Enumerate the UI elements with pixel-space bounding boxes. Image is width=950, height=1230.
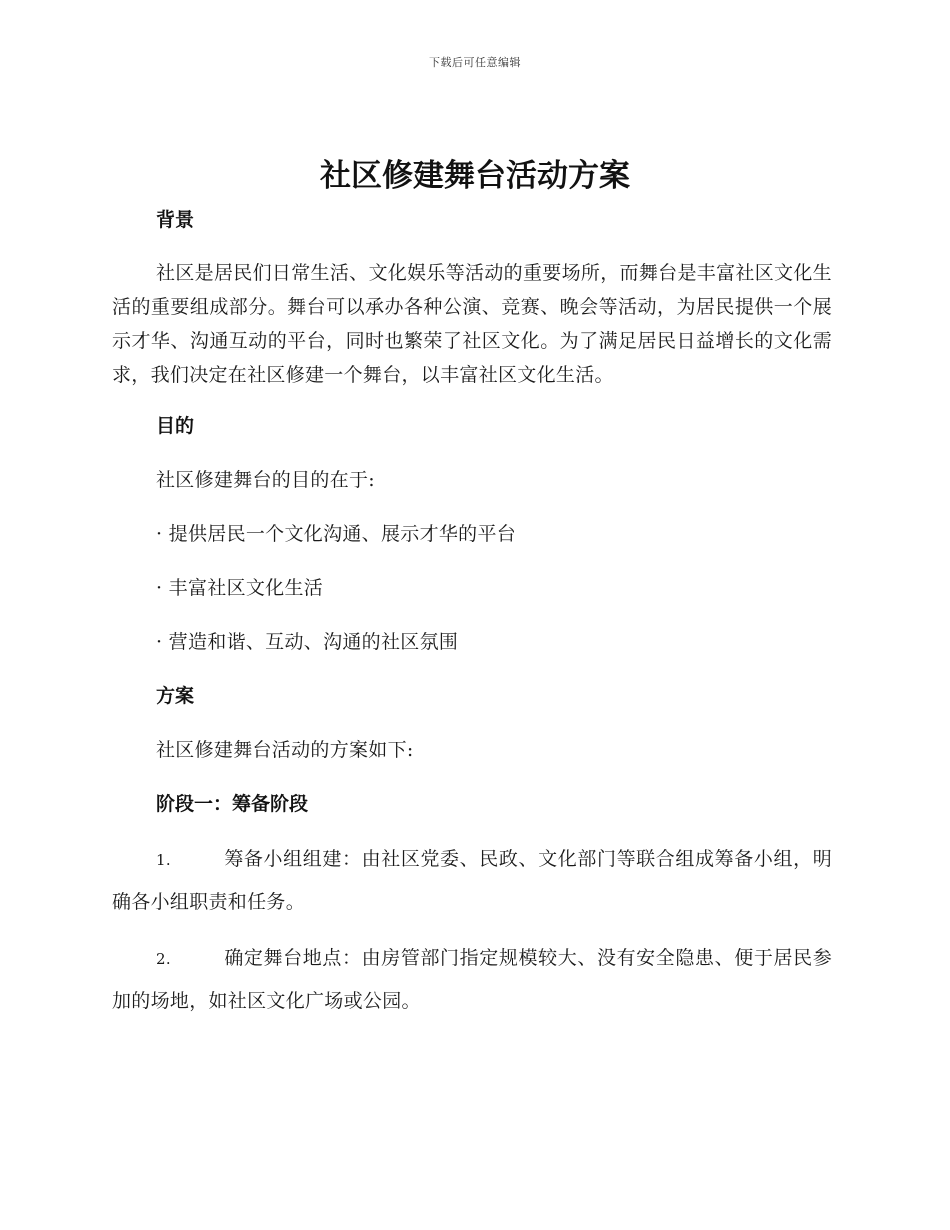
section-heading-background: 背景 [156,209,195,231]
stage1-item-1-text: 筹备小组组建：由社区党委、民政、文化部门等联合组成筹备小组，明确各小组职责和任务。 [112,848,832,913]
page-header-note: 下载后可任意编辑 [429,56,521,69]
section-heading-purpose: 目的 [156,415,195,437]
purpose-bullet-2: · 丰富社区文化生活 [156,577,324,599]
document-title: 社区修建舞台活动方案 [320,158,630,194]
stage1-heading: 阶段一：筹备阶段 [156,793,309,815]
background-paragraph: 社区是居民们日常生活、文化娱乐等活动的重要场所，而舞台是丰富社区文化生活的重要组成部分。舞台可以承办各种公演、竞赛、晚会等活动，为居民提供一个展示才华、沟通互动的平台，同时也繁荣了社区文化。为了满足居民日益增长的文化需求，我们决定在社区修建一个舞台，以丰富社区文化生活。 [112,262,832,386]
stage1-item-2 [112,937,832,1022]
document-body [112,200,832,1022]
purpose-bullet-3: · 营造和谐、互动、沟通的社区氛围 [156,631,459,653]
stage1-item-1-number: 1. [156,851,171,869]
stage1-item-2-number: 2. [156,950,171,968]
stage1-item-2-text: 确定舞台地点：由房管部门指定规模较大、没有安全隐患、便于居民参加的场地，如社区文化广场或公园。 [112,947,832,1012]
plan-intro: 社区修建舞台活动的方案如下: [156,739,414,761]
purpose-bullet-1: · 提供居民一个文化沟通、展示才华的平台 [156,523,517,545]
section-heading-plan: 方案 [156,685,195,707]
purpose-intro: 社区修建舞台的目的在于: [156,469,376,491]
stage1-item-1 [112,838,832,923]
